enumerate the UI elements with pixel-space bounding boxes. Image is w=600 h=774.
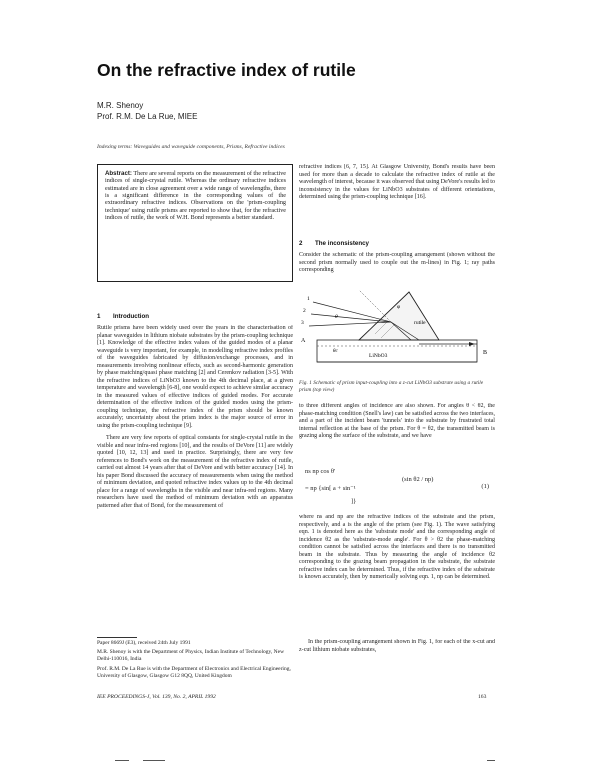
footnote-rule — [97, 637, 137, 638]
left-column-body — [97, 325, 293, 633]
figure-caption: Fig. 1 Schematic of prism input-coupling into a z-cut LiNbO3 substrate using a rutile prism (top view) — [299, 380, 484, 393]
equation-line: ]} — [351, 498, 357, 505]
paper-title: On the refractive index of rutile — [97, 60, 356, 80]
author-name: M.R. Shenoy — [97, 101, 144, 110]
equation-fraction: (sin θ2 / np) — [402, 476, 434, 483]
right-column-text — [299, 639, 495, 655]
scan-marks — [97, 760, 497, 762]
section-number: 2 — [299, 240, 303, 247]
right-column-text — [299, 403, 495, 463]
section-number: 1 — [97, 313, 101, 320]
figure-label: θ — [335, 314, 338, 320]
page-number: 163 — [478, 694, 487, 700]
section-1-heading — [97, 313, 149, 320]
paragraph: refractive indices [6, 7, 15]. At Glasgow University, Bond's results have been used for more than a decade to calculate the refractive index of rutile at the wavelength of interest, because it was observed that using DeVore's results led to inconsistency in the values for LiNbO3 substrates of different orientations, determined using the prism-coupling technique [16]. — [299, 164, 495, 201]
abstract-box — [97, 164, 293, 282]
scan-mark — [115, 760, 129, 761]
figure-label: 3 — [301, 320, 304, 326]
paragraph: In the prism-coupling arrangement shown in Fig. 1, for each of the x-cut and z-cut lithium niobate substrates, — [299, 639, 495, 653]
scan-mark — [487, 760, 495, 761]
equation-line: ns np cos θ' — [305, 468, 336, 475]
right-column-intro — [299, 164, 495, 238]
footnote: M.R. Shenoy is with the Department of Physics, Indian Institute of Technology, New Delhi-110016, India — [97, 649, 285, 663]
equation-line: = np {sin[ a + sin⁻¹ — [305, 485, 356, 492]
section-2-text — [299, 252, 495, 276]
substrate-label: LiNbO3 — [369, 353, 388, 359]
section-title: Introduction — [113, 313, 150, 320]
figure-label: φ — [397, 304, 401, 310]
incident-ray-1 — [313, 302, 391, 322]
figure-label: θc — [333, 349, 338, 354]
paragraph: where ns and np are the refractive indices of the substrate and the prism, respectively, and a is the angle of the prism (see Fig. 1). The wave satisfying eqn. 1 is denoted here as the 'substrate mode' and the corresponding angle of incidence θ2 as the 'substrate-mode angle'. For θ > θ2 the phase-matching condition cannot be satisfied across the interfaces and there is no transmitted beam in the substrate. Thus by measuring the angle of incidence θ2 corresponding to the grazing beam propagation in the substrate, the substrate refractive index can be determined. Thus, if the refractive index of the substrate is known accurately, then by numerically solving eqn. 1, np can be determined. — [299, 514, 495, 581]
equation-number: (1) — [481, 483, 489, 490]
abstract — [105, 170, 286, 222]
footnote: Prof. R.M. De La Rue is with the Department of Electronics and Electrical Engineering, University of Glasgow, Glasgow G12 8QQ, United Kingdom — [97, 665, 291, 679]
paragraph: Rutile prisms have been widely used over the years in the characterisation of planar waveguides in lithium niobate substrates by the prism-coupling technique [1]. Knowledge of the effective index values of the guided modes of a planar waveguide is very important, for example, in modelling refractive index profiles of the waveguides fabricated by diffusion/exchange processes, and in measurements involving nonlinear effects, such as second-harmonic generation by phase matching/quasi phase matching [2] and Cerenkov radiation [3-5]. With the refractive indices of LiNbO3 known to the 4th decimal place, at a given temperature and wavelength [6-8], one would expect to achieve similar accuracy in the measured values of effective indices of guided modes. For accurate determination of the effective indices of the guided modes using the prism-coupling technique, the refractive index of the prism should be known accurately; uncertainty about the prism index is the major source of error in using the prism-coupling technique [9]. — [97, 325, 293, 429]
substrate-block — [317, 340, 477, 362]
rutile-prism — [359, 292, 439, 340]
figure-label: A — [301, 338, 306, 344]
footnotes — [97, 640, 293, 680]
incident-ray-2 — [311, 314, 391, 322]
section-2-heading — [299, 240, 369, 247]
paragraph: Consider the schematic of the prism-coupling arrangement (shown without the second prism normally used to couple out the m-lines) in Fig. 1; ray paths corresponding — [299, 252, 495, 274]
author-list — [97, 100, 197, 122]
journal-footer: IEE PROCEEDINGS-J, Vol. 139, No. 2, APRIL 1992 — [97, 694, 216, 700]
arrow-head — [469, 342, 475, 346]
footnote: Paper 8669J (E3), received 24th July 1991 — [97, 640, 191, 646]
abstract-text: There are several reports on the measurement of the refractive indices of single-crystal rutile. Whereas the ordinary refractive indices estimated are in close agreement over a wide range of wavelengths, there is a significant difference in the corresponding values of the extraordinary refractive indices. Observations on the 'prism-coupling technique' using rutile prisms are reported to show that, for the refractive indices of rutile, the work of W.H. Bond represents a better standard. — [105, 171, 286, 222]
right-column-text — [299, 514, 495, 634]
scan-mark — [143, 760, 165, 761]
section-title: The inconsistency — [315, 240, 369, 247]
paragraph: to three different angles of incidence are also shown. For angles θ < θ2, the phase-matching condition (Snell's law) can be satisfied across the two interfaces, and a part of the incident beam 'tunnels' into the substrate by frustrated total internal reflection at the base of the prism. For θ = θ2, the transmitted beam is grazing along the surface of the substrate, and we have — [299, 403, 495, 440]
abstract-label: Abstract: — [105, 170, 132, 177]
figure-label: B — [483, 350, 488, 356]
paragraph: There are very few reports of optical constants for single-crystal rutile in the visible and near infra-red regions [10], and the results of DeVore [11] are widely quoted [10, 12, 13] and used in practice. Surprisingly, there are very few references to Bond's work on the measurement of the refractive index of rutile, carried out almost 14 years after that of DeVore and with better accuracy [14]. In his paper Bond discussed the accuracy of measurements when using the method of minimum deviation, and quoted refractive index values up to the 4th decimal place for a range of wavelengths in the visible and near infra-red regions. Many researchers have used the method of minimum deviation with an apparatus patterned after that of Bond, for the measurement of — [97, 435, 293, 509]
figure-1-diagram — [299, 282, 495, 378]
prism-label: rutile — [414, 320, 426, 326]
figure-label: 2 — [303, 308, 306, 314]
equation-1 — [299, 466, 495, 512]
figure-label: 1 — [307, 296, 310, 302]
indexing-terms: Indexing terms: Waveguides and waveguide components, Prisms, Refractive indices — [97, 144, 285, 150]
author-name: Prof. R.M. De La Rue, MIEE — [97, 112, 198, 121]
